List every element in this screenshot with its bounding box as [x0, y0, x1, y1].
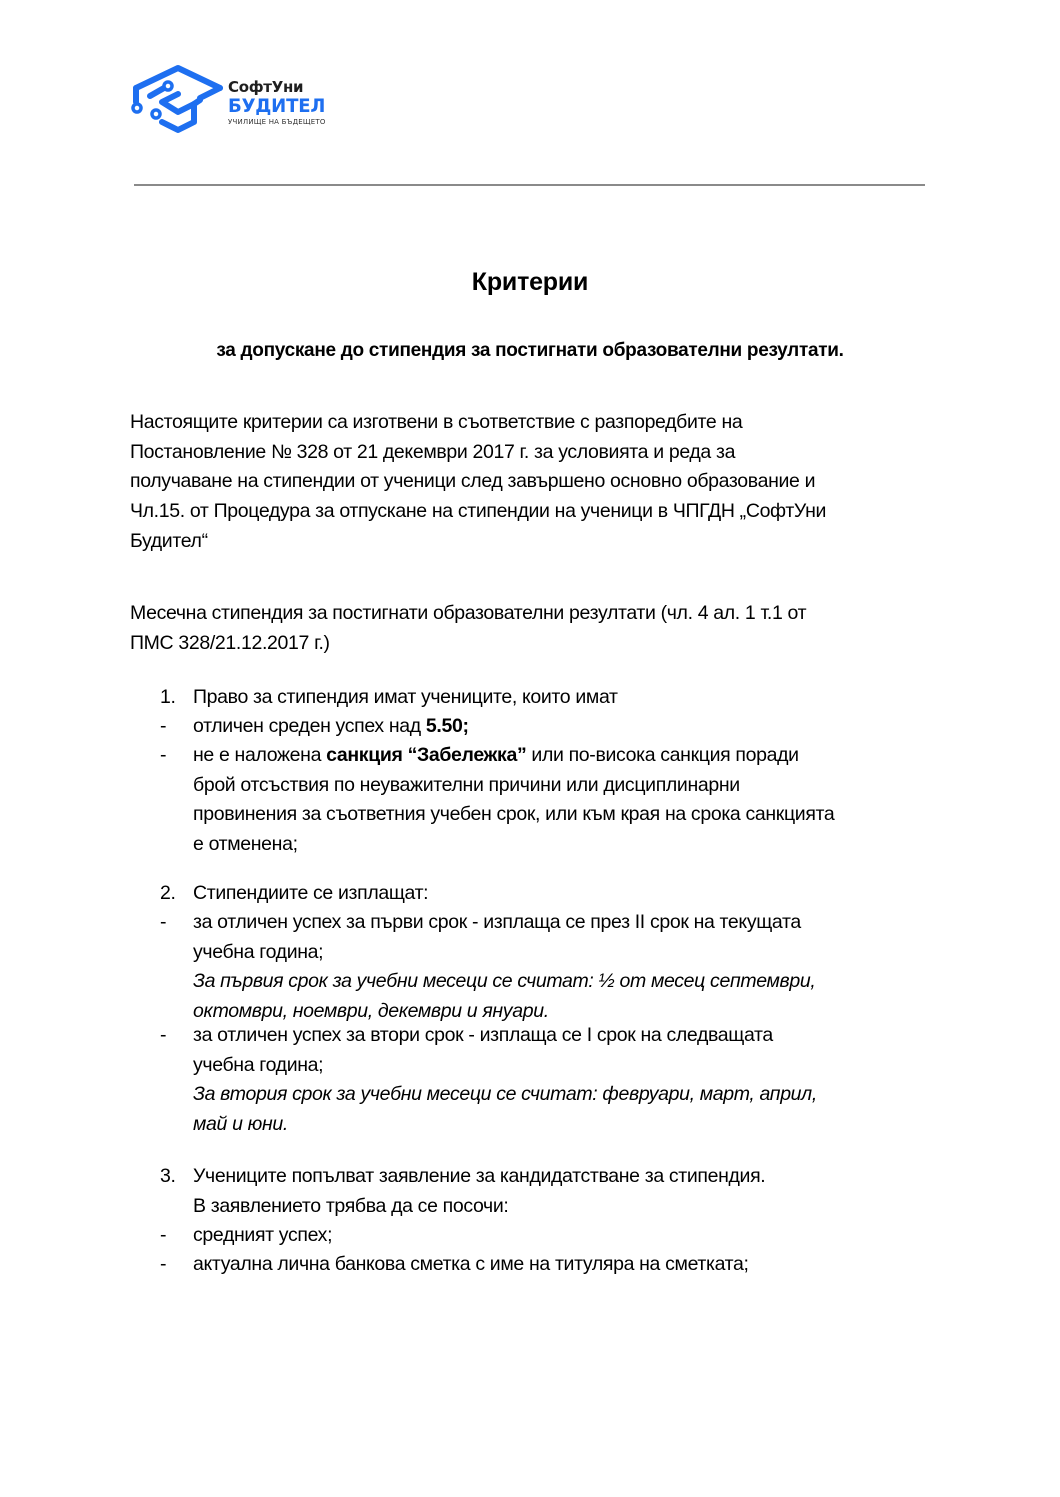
- section-number: 3.: [160, 1165, 176, 1187]
- list-item-text: средният успех;: [193, 1224, 333, 1246]
- section-heading: Стипендиите се изплащат:: [193, 882, 429, 904]
- text-run: не е наложена: [193, 744, 327, 766]
- text-line: учебна година;: [193, 1053, 324, 1076]
- emphasis-sanction: санкция “Забележка”: [326, 744, 527, 766]
- school-logo: [128, 62, 330, 136]
- logo-tagline: УЧИЛИЩЕ НА БЪДЕЩЕТО: [228, 118, 326, 126]
- intro-line: Постановление № 328 от 21 декември 2017 г. за условията и реда за: [130, 440, 736, 463]
- graduation-cap-circuit-icon: [128, 62, 226, 136]
- dash-bullet: -: [160, 911, 167, 933]
- dash-bullet: -: [160, 1024, 167, 1046]
- text-line: провинения за съответния учебен срок, или към края на срока санкцията: [193, 803, 835, 826]
- note-line: май и юни.: [193, 1113, 288, 1136]
- text-line: е отменена;: [193, 833, 298, 856]
- logo-wordmark: [228, 79, 330, 127]
- list-item-text: актуална лична банкова сметка с име на титуляра на сметката;: [193, 1253, 749, 1275]
- dash-bullet: -: [160, 715, 167, 737]
- logo-brand-main: БУДИТЕЛ: [228, 95, 326, 117]
- list-item-text: [193, 1021, 933, 1140]
- monthly-line: Месечна стипендия за постигнати образователни резултати (чл. 4 ал. 1 т.1 от: [130, 602, 807, 624]
- intro-line: Чл.15. от Процедура за отпускане на стипендии на ученици в ЧПГДН „СофтУни: [130, 500, 827, 523]
- section-number: 2.: [160, 882, 176, 904]
- text-line: за отличен успех за първи срок - изплаща се през II срок на текущата: [193, 911, 801, 933]
- note-line: За втория срок за учебни месеци се считат: февруари, март, април,: [193, 1083, 817, 1106]
- document-title: Критерии: [471, 268, 589, 296]
- logo-brand-top: СофтУни: [228, 78, 304, 96]
- text-run: или по-висока санкция поради: [526, 744, 799, 766]
- list-item-text: [193, 712, 933, 742]
- section-heading: Право за стипендия имат учениците, които имат: [193, 686, 618, 708]
- text-line: брой отсъствия по неуважителни причини или дисциплинарни: [193, 773, 740, 796]
- monthly-line: ПМС 328/21.12.2017 г.): [130, 631, 330, 654]
- intro-paragraph: [130, 408, 930, 557]
- text-line: за отличен успех за втори срок - изплаща се I срок на следващата: [193, 1024, 773, 1046]
- emphasis-grade: 5.50;: [425, 715, 469, 737]
- note-line: За първия срок за учебни месеци се считат: ½ от месец септември,: [193, 970, 816, 993]
- intro-line: Будител“: [130, 529, 208, 552]
- text-line: Учениците попълват заявление за кандидатстване за стипендия.: [193, 1165, 766, 1187]
- dash-bullet: -: [160, 1253, 167, 1275]
- monthly-scholarship-paragraph: [130, 599, 930, 658]
- intro-line: Настоящите критерии са изготвени в съответствие с разпоредбите на: [130, 411, 743, 433]
- list-item-text: [193, 908, 933, 1027]
- list-item-text: [193, 741, 933, 860]
- section-number: 1.: [160, 686, 176, 708]
- text-line: учебна година;: [193, 940, 324, 963]
- dash-bullet: -: [160, 744, 167, 766]
- document-subtitle: за допускане до стипендия за постигнати образователни резултати.: [216, 340, 844, 361]
- dash-bullet: -: [160, 1224, 167, 1246]
- note-line: октомври, ноември, декември и януари.: [193, 1000, 549, 1023]
- text-line: В заявлението трябва да се посочи:: [193, 1194, 509, 1217]
- header-divider: [134, 184, 925, 186]
- section-heading: [193, 1162, 933, 1221]
- text-run: отличен среден успех над: [193, 715, 426, 737]
- intro-line: получаване на стипендии от ученици след завършено основно образование и: [130, 470, 816, 493]
